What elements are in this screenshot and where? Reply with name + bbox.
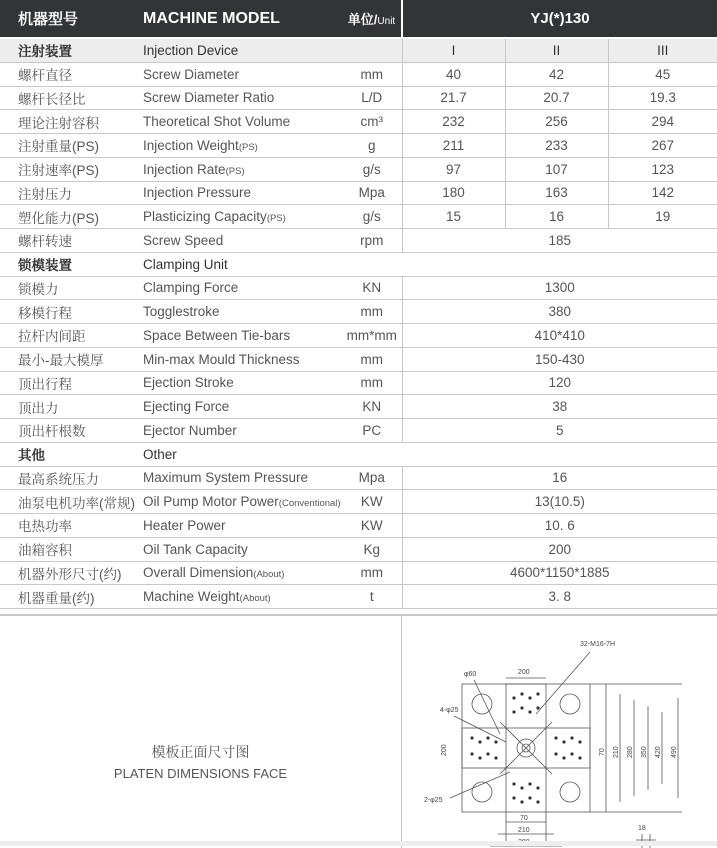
header-en: MACHINE MODEL xyxy=(143,0,342,38)
bottom-strip xyxy=(0,841,717,846)
spec-value-3: 142 xyxy=(608,181,717,205)
spec-unit: mm xyxy=(342,561,402,585)
spec-value: 200 xyxy=(402,537,717,561)
spec-name-en-text: Ejection Stroke xyxy=(143,375,234,391)
spec-value-3: 123 xyxy=(608,157,717,181)
platen-drawing xyxy=(410,622,710,848)
spec-name-zh: 拉杆内间距 xyxy=(0,324,143,348)
spec-value-2: 42 xyxy=(505,62,608,86)
spec-name-en xyxy=(143,205,342,229)
tie-bar-hole-bl xyxy=(472,782,492,802)
section-injection-row xyxy=(0,38,717,62)
spec-name-zh: 机器重量(约) xyxy=(0,585,143,609)
spec-name-zh: 最小-最大模厚 xyxy=(0,347,143,371)
spec-value: 380 xyxy=(402,300,717,324)
label-d490v: 490 xyxy=(671,746,678,758)
spec-unit: L/D xyxy=(342,86,402,110)
header-unit-zh: 单位/ xyxy=(347,12,378,27)
spec-unit: mm xyxy=(342,62,402,86)
table-row xyxy=(0,371,717,395)
spec-name-zh: 油泵电机功率(常规) xyxy=(0,490,143,514)
table-row xyxy=(0,324,717,348)
spec-name-zh: 注射重量(PS) xyxy=(0,134,143,158)
spec-name-en-text: Clamping Force xyxy=(143,280,239,296)
section-other-row-value xyxy=(402,442,717,466)
spec-name-en xyxy=(143,347,342,371)
platen-title-zh: 模板正面尺寸图 xyxy=(151,744,250,760)
table-row xyxy=(0,347,717,371)
spec-unit: KW xyxy=(342,490,402,514)
section-other-row xyxy=(0,442,717,466)
spec-name-en-text: Maximum System Pressure xyxy=(143,470,309,486)
spec-name-en xyxy=(143,181,342,205)
label-d70h: 70 xyxy=(520,815,528,822)
spec-name-en-text: Plasticizing Capacity xyxy=(143,209,267,225)
spec-value-1: 180 xyxy=(402,181,505,205)
spec-unit: g/s xyxy=(342,205,402,229)
spec-unit: mm*mm xyxy=(342,324,402,348)
spec-name-en-qualifier: (PS) xyxy=(266,213,286,225)
spec-name-zh: 移模行程 xyxy=(0,300,143,324)
spec-unit: KW xyxy=(342,514,402,538)
spec-unit: t xyxy=(342,585,402,609)
spec-value: 16 xyxy=(402,466,717,490)
spec-value: 410*410 xyxy=(402,324,717,348)
spec-value-3: 267 xyxy=(608,134,717,158)
spec-value-3: 45 xyxy=(608,62,717,86)
spec-value: 13(10.5) xyxy=(402,490,717,514)
spec-name-en xyxy=(143,157,342,181)
spec-name-zh: 电热功率 xyxy=(0,514,143,538)
spec-name-en: Screw Speed xyxy=(143,229,342,253)
section-clamping-row-value xyxy=(402,252,717,276)
spec-name-en-qualifier: (Conventional) xyxy=(278,498,341,510)
table-row xyxy=(0,62,717,86)
spec-name-en xyxy=(143,466,342,490)
table-row xyxy=(0,110,717,134)
label-holes4: 4-φ25 xyxy=(440,707,459,714)
spec-value-1: 232 xyxy=(402,110,505,134)
spec-name-en xyxy=(143,585,342,609)
header-unit xyxy=(342,0,402,38)
spec-name-zh: 顶出力 xyxy=(0,395,143,419)
table-row xyxy=(0,181,717,205)
section-injection-unit xyxy=(342,38,402,62)
spec-value: 38 xyxy=(402,395,717,419)
spec-value: 120 xyxy=(402,371,717,395)
spec-value-1: 21.7 xyxy=(402,86,505,110)
spec-name-en xyxy=(143,514,342,538)
spec-name-zh: 注射速率(PS) xyxy=(0,157,143,181)
spec-value-1: 40 xyxy=(402,62,505,86)
spec-value-3: 294 xyxy=(608,110,717,134)
spec-name-en-qualifier: (PS) xyxy=(238,141,258,153)
table-row xyxy=(0,419,717,443)
table-row xyxy=(0,395,717,419)
label-d18: 18 xyxy=(638,825,646,832)
spec-unit: Mpa xyxy=(342,181,402,205)
spec-value-3: 19.3 xyxy=(608,86,717,110)
spec-value: 185 xyxy=(402,229,717,253)
table-row xyxy=(0,86,717,110)
table-row xyxy=(0,276,717,300)
spec-name-zh: 最高系统压力 xyxy=(0,466,143,490)
screw-col-1: I xyxy=(402,38,505,62)
spec-value: 5 xyxy=(402,419,717,443)
spec-unit: PC xyxy=(342,419,402,443)
spec-unit: Mpa xyxy=(342,466,402,490)
spec-name-zh: 顶出行程 xyxy=(0,371,143,395)
spec-name-en xyxy=(143,419,342,443)
spec-name-en-text: Screw Diameter xyxy=(143,66,240,82)
spec-name-en-text: Machine Weight xyxy=(143,589,240,605)
spec-name-en xyxy=(143,537,342,561)
spec-name-en-text: Ejecting Force xyxy=(143,399,230,415)
section-injection-zh: 注射装置 xyxy=(0,38,143,62)
label-d420v: 420 xyxy=(655,746,662,758)
table-row xyxy=(0,537,717,561)
spec-name-zh: 机器外形尺寸(约) xyxy=(0,561,143,585)
screw-col-3: III xyxy=(608,38,717,62)
spec-name-en-text: Min-max Mould Thickness xyxy=(143,351,300,367)
spec-name-en xyxy=(143,490,342,514)
spec-name-en-qualifier: (About) xyxy=(239,593,271,605)
section-injection-en: Injection Device xyxy=(143,38,342,62)
spec-name-zh: 螺杆转速 xyxy=(0,229,143,253)
spec-unit: cm³ xyxy=(342,110,402,134)
spec-name-zh: 螺杆长径比 xyxy=(0,86,143,110)
table-row xyxy=(0,134,717,158)
table-row xyxy=(0,229,717,253)
tie-bar-hole-tr xyxy=(560,694,580,714)
spec-name-en-text: Injection Pressure xyxy=(143,185,252,201)
spec-name-en-text: Overall Dimension xyxy=(143,565,254,581)
table-row xyxy=(0,205,717,229)
spec-value: 150-430 xyxy=(402,347,717,371)
header-model: YJ(*)130 xyxy=(402,0,717,38)
spec-unit: g xyxy=(342,134,402,158)
spec-name-en xyxy=(143,62,342,86)
spec-name-en-text: Oil Pump Motor Power xyxy=(143,494,279,510)
spec-name-zh: 塑化能力(PS) xyxy=(0,205,143,229)
spec-value: 4600*1150*1885 xyxy=(402,561,717,585)
label-thread: 32-M16-7H xyxy=(580,641,616,648)
spec-name-en-text: Space Between Tie-bars xyxy=(143,327,291,343)
spec-name-zh: 理论注射容积 xyxy=(0,110,143,134)
label-d210v: 210 xyxy=(613,746,620,758)
spec-unit: g/s xyxy=(342,157,402,181)
spec-name-en-text: Togglestroke xyxy=(143,304,220,320)
label-left200: 200 xyxy=(441,744,448,756)
table-row xyxy=(0,466,717,490)
spec-value-2: 107 xyxy=(505,157,608,181)
platen-panel xyxy=(0,614,717,848)
spec-value-1: 97 xyxy=(402,157,505,181)
spec-name-zh: 锁模力 xyxy=(0,276,143,300)
spec-name-en xyxy=(143,561,342,585)
table-row xyxy=(0,157,717,181)
spec-value: 10. 6 xyxy=(402,514,717,538)
spec-name-zh: 顶出杆根数 xyxy=(0,419,143,443)
spec-name-zh: 油箱容积 xyxy=(0,537,143,561)
spec-name-en-text: Oil Tank Capacity xyxy=(143,541,248,557)
label-d280v: 280 xyxy=(627,746,634,758)
label-d210h: 210 xyxy=(518,827,530,834)
spec-name-en xyxy=(143,300,342,324)
spec-value: 3. 8 xyxy=(402,585,717,609)
spec-value-1: 15 xyxy=(402,205,505,229)
screw-col-2: II xyxy=(505,38,608,62)
table-header-row xyxy=(0,0,717,38)
label-top200: 200 xyxy=(518,669,530,676)
spec-unit: rpm xyxy=(342,229,402,253)
spec-name-en-text: Theoretical Shot Volume xyxy=(143,114,291,130)
spec-value-3: 19 xyxy=(608,205,717,229)
section-clamping-row xyxy=(0,252,717,276)
spec-name-en-text: Ejector Number xyxy=(143,422,237,438)
section-other-row-en: Other xyxy=(143,442,342,466)
spec-unit: mm xyxy=(342,300,402,324)
spec-name-zh: 螺杆直径 xyxy=(0,62,143,86)
spec-value-1: 211 xyxy=(402,134,505,158)
spec-name-en xyxy=(143,110,342,134)
spec-name-en xyxy=(143,395,342,419)
section-clamping-row-en: Clamping Unit xyxy=(143,252,342,276)
platen-title-en: PLATEN DIMENSIONS FACE xyxy=(113,766,288,781)
header-unit-en: Unit xyxy=(377,16,396,27)
spec-unit: mm xyxy=(342,347,402,371)
spec-unit: KN xyxy=(342,276,402,300)
label-d70v: 70 xyxy=(599,748,606,756)
spec-value-2: 233 xyxy=(505,134,608,158)
spec-unit: Kg xyxy=(342,537,402,561)
spec-name-en xyxy=(143,371,342,395)
spec-name-en-text: Screw Diameter Ratio xyxy=(143,90,275,106)
section-other-row-unit xyxy=(342,442,402,466)
table-row xyxy=(0,490,717,514)
label-holes2: 2-φ25 xyxy=(424,797,443,804)
label-d350v: 350 xyxy=(641,746,648,758)
spec-value-2: 256 xyxy=(505,110,608,134)
section-other-row-zh: 其他 xyxy=(0,442,143,466)
spec-value-2: 16 xyxy=(505,205,608,229)
section-clamping-row-zh: 锁模装置 xyxy=(0,252,143,276)
label-phi60: φ60 xyxy=(464,671,477,678)
section-clamping-row-unit xyxy=(342,252,402,276)
table-row xyxy=(0,514,717,538)
spec-name-en-text: Heater Power xyxy=(143,517,226,533)
spec-name-zh: 注射压力 xyxy=(0,181,143,205)
spec-name-en-qualifier: (PS) xyxy=(225,165,245,177)
spec-value: 1300 xyxy=(402,276,717,300)
spec-name-en xyxy=(143,276,342,300)
spec-unit: mm xyxy=(342,371,402,395)
spec-value-2: 20.7 xyxy=(505,86,608,110)
table-row xyxy=(0,585,717,609)
tie-bar-hole-br xyxy=(560,782,580,802)
spec-name-en xyxy=(143,86,342,110)
header-zh: 机器型号 xyxy=(0,0,143,38)
platen-caption-box xyxy=(0,616,402,848)
spec-value-2: 163 xyxy=(505,181,608,205)
spec-name-en xyxy=(143,134,342,158)
spec-unit: KN xyxy=(342,395,402,419)
table-row xyxy=(0,561,717,585)
spec-name-en-text: Injection Rate xyxy=(143,161,226,177)
spec-name-en-qualifier: (About) xyxy=(253,569,285,581)
table-row xyxy=(0,300,717,324)
spec-name-en-text: Injection Weight xyxy=(143,137,239,153)
spec-name-en xyxy=(143,324,342,348)
